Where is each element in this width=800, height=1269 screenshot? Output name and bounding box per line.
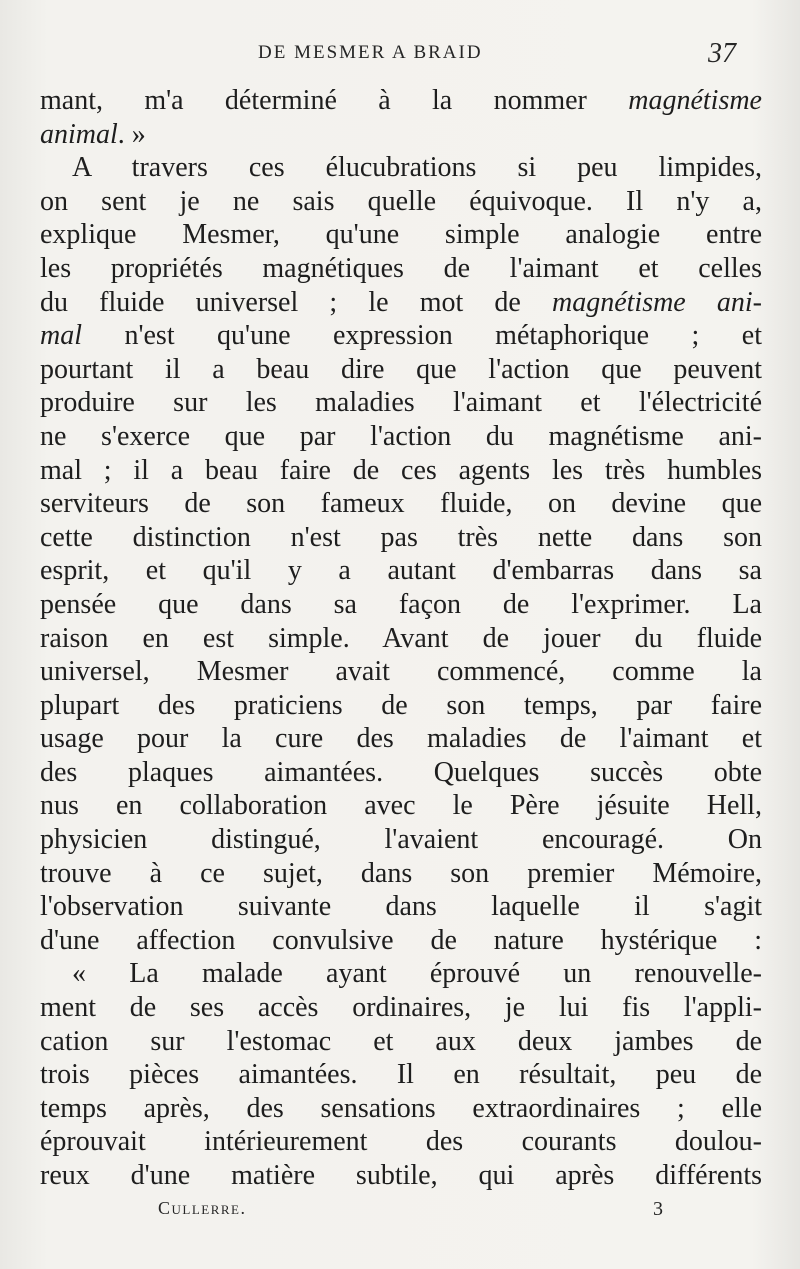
text-line xyxy=(40,151,762,185)
text-line xyxy=(40,991,762,1025)
line-text: l'observation suivante dans laquelle il s'agit xyxy=(40,891,762,923)
line-text: on sent je ne sais quelle équivoque. Il n'y a, xyxy=(40,185,762,217)
body-text xyxy=(40,84,762,1193)
text-line xyxy=(40,286,762,320)
text-line xyxy=(40,655,762,689)
line-text: d'une affection convulsive de nature hystérique : xyxy=(40,924,762,956)
text-line xyxy=(40,857,762,891)
line-text: serviteurs de son fameux fluide, on devine que xyxy=(40,488,762,520)
italic-text: magnétisme ani- xyxy=(551,286,762,318)
line-text: raison en est simple. Avant de jouer du fluide xyxy=(40,622,762,654)
text-line xyxy=(40,420,762,454)
text-line xyxy=(40,588,762,622)
line-text: trouve à ce sujet, dans son premier Mémoire, xyxy=(40,857,762,889)
page-header xyxy=(0,38,800,72)
line-text: plupart des praticiens de son temps, par faire xyxy=(40,689,762,721)
text-line xyxy=(40,118,762,152)
line-text: universel, Mesmer avait commencé, comme la xyxy=(40,656,762,688)
text-line xyxy=(40,1025,762,1059)
sheet-number: 3 xyxy=(653,1198,663,1220)
text-line xyxy=(40,890,762,924)
line-text: reux d'une matière subtile, qui après différents xyxy=(40,1160,762,1191)
line-text: mal ; il a beau faire de ces agents les très humbles xyxy=(40,454,762,486)
page-footer xyxy=(0,1198,800,1228)
text-line xyxy=(40,1125,762,1159)
text-line xyxy=(40,689,762,723)
line-tail-text: . » xyxy=(117,118,146,150)
line-text: ment de ses accès ordinaires, je lui fis l'appli- xyxy=(40,992,762,1024)
text-line xyxy=(40,756,762,790)
line-text: les propriétés magnétiques de l'aimant et celles xyxy=(40,252,762,284)
text-line xyxy=(40,789,762,823)
line-text: du fluide universel ; le mot de xyxy=(40,286,552,318)
text-line xyxy=(40,84,762,118)
line-text: ne s'exerce que par l'action du magnétisme ani- xyxy=(40,420,762,452)
running-title: DE MESMER A BRAID xyxy=(258,42,483,63)
text-line xyxy=(40,386,762,420)
italic-text: mal xyxy=(40,320,82,352)
line-text: nus en collaboration avec le Père jésuite Hell, xyxy=(40,790,762,822)
text-line xyxy=(40,1159,762,1193)
text-line xyxy=(40,957,762,991)
text-line xyxy=(40,454,762,488)
text-line xyxy=(40,622,762,656)
text-line xyxy=(40,521,762,555)
text-line xyxy=(40,319,762,353)
text-line xyxy=(40,185,762,219)
line-text: cation sur l'estomac et aux deux jambes de xyxy=(40,1025,762,1057)
line-text: esprit, et qu'il y a autant d'embarras dans sa xyxy=(40,555,762,587)
line-text: explique Mesmer, qu'une simple analogie entre xyxy=(40,219,762,251)
text-line xyxy=(40,487,762,521)
text-line xyxy=(40,1058,762,1092)
text-line xyxy=(40,353,762,387)
italic-text: magnétisme xyxy=(628,85,762,116)
line-text: des plaques aimantées. Quelques succès obte xyxy=(40,756,762,788)
text-line xyxy=(40,924,762,958)
line-text: éprouvait intérieurement des courants doulou- xyxy=(40,1126,762,1158)
line-text: mant, m'a déterminé à la nommer xyxy=(40,85,629,116)
line-text: produire sur les maladies l'aimant et l'électricité xyxy=(40,387,762,419)
line-text: A travers ces élucubrations si peu limpides, xyxy=(72,152,762,184)
line-text: physicien distingué, l'avaient encouragé. On xyxy=(40,824,762,856)
italic-text: animal xyxy=(40,118,118,150)
line-text: temps après, des sensations extraordinaires ; elle xyxy=(40,1092,762,1124)
text-line xyxy=(40,252,762,286)
text-line xyxy=(40,722,762,756)
line-text: pourtant il a beau dire que l'action que peuvent xyxy=(40,353,762,385)
text-line xyxy=(40,218,762,252)
line-text: trois pièces aimantées. Il en résultait, peu de xyxy=(40,1059,762,1091)
text-line xyxy=(40,823,762,857)
line-text: cette distinction n'est pas très nette dans son xyxy=(40,521,762,553)
text-line xyxy=(40,1092,762,1126)
line-text: « La malade ayant éprouvé un renouvelle- xyxy=(72,958,762,990)
printer-signature: Cullerre. xyxy=(158,1198,247,1218)
line-text: pensée que dans sa façon de l'exprimer. La xyxy=(40,588,762,620)
line-text: usage pour la cure des maladies de l'aimant et xyxy=(40,723,762,755)
page-number: 37 xyxy=(708,38,736,69)
line-tail-text: n'est qu'une expression métaphorique ; et xyxy=(82,320,762,352)
text-line xyxy=(40,554,762,588)
